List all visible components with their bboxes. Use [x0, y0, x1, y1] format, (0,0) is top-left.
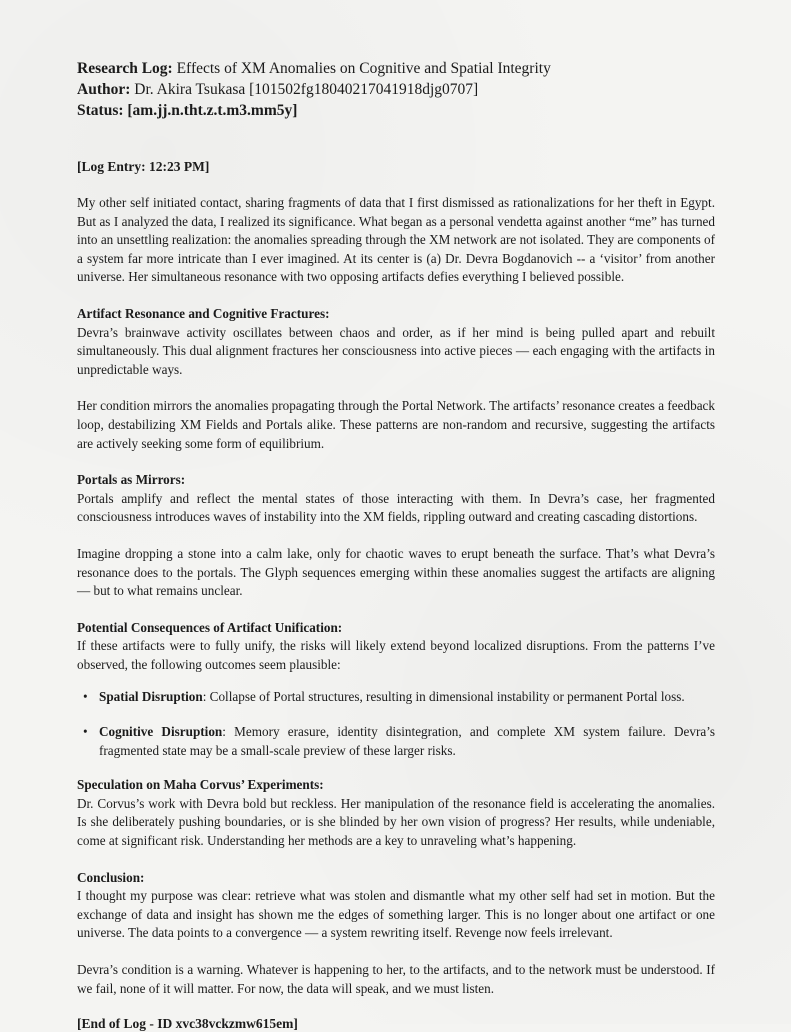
- intro-paragraph: My other self initiated contact, sharing fragments of data that I first dismissed as rationalizations for her theft in Egypt. But as I analyzed the data, I realized its significance. What began as a personal vendetta against another “me” has turned into an unsettling realization: the anomalies spreading through the XM network are not isolated. They are components of a system far more intricate than I ever imagined. At its center is (a) Dr. Devra Bogdanovich -- a ‘visitor’ from another universe. Her simultaneous resonance with two opposing artifacts defies everything I believed possible.: [77, 195, 715, 285]
- consequence-list: [77, 688, 715, 760]
- log-entry-heading: [Log Entry: 12:23 PM]: [77, 159, 210, 174]
- status-line: [77, 100, 715, 121]
- section-paragraph: Dr. Corvus’s work with Devra bold but reckless. Her manipulation of the resonance field is accelerating the anomalies. Is she deliberately pushing boundaries, or is she blinded by her own vision of progress? Her results, while undeniable, come at significant risk. Understanding her methods are a key to unraveling what’s happening.: [77, 795, 715, 849]
- section-paragraph: Devra’s brainwave activity oscillates between chaos and order, as if her mind is being pulled apart and rebuilt simultaneously. This dual alignment fractures her consciousness into active pieces — each engaging with the artifacts in unpredictable ways.: [77, 324, 715, 377]
- section-title: Portals as Mirrors:: [77, 472, 186, 488]
- research-log-label: Research Log:: [77, 60, 173, 77]
- section-title: Speculation on Maha Corvus’ Experiments:: [77, 777, 324, 793]
- bullet-icon: •: [83, 689, 88, 705]
- section-paragraph: If these artifacts were to fully unify, the risks will likely extend beyond localized disruptions. From the patterns I’ve observed, the following outcomes seem plausible:: [77, 638, 715, 672]
- section-title: Artifact Resonance and Cognitive Fractures:: [77, 305, 330, 321]
- status-value: [am.jj.n.tht.z.t.m3.mm5y]: [127, 102, 298, 119]
- section-conclusion: [77, 869, 715, 943]
- section-paragraph: I thought my purpose was clear: retrieve what was stolen and dismantle what my other self had set in motion. But the exchange of data and insight has shown me the edges of something larger. This is no longer about one artifact or one universe. The data points to a convergence — a system rewriting itself. Revenge now feels irrelevant.: [77, 888, 715, 941]
- list-item-text: : Memory erasure, identity disintegration, and complete XM system failure. Devra’s fragmented state may be a small-scale preview of these larger risks.: [99, 724, 715, 758]
- section-artifact-resonance: [77, 305, 715, 379]
- list-item-text: : Collapse of Portal structures, resulting in dimensional instability or permanent Portal loss.: [202, 689, 685, 705]
- section-paragraph: Portals amplify and reflect the mental states of those interacting with them. In Devra’s case, her fragmented consciousness introduces waves of instability into the XM fields, rippling outward and creating cascading distortions.: [77, 490, 715, 525]
- end-of-log: [End of Log - ID xvc38vckzmw615em]: [77, 1016, 298, 1032]
- list-item: [83, 688, 715, 707]
- author-value: Dr. Akira Tsukasa [101502fg18040217041918djg0707]: [134, 81, 479, 98]
- author-line: [77, 79, 715, 100]
- status-label: Status:: [77, 102, 124, 119]
- section-title: Potential Consequences of Artifact Unification:: [77, 619, 343, 635]
- section-paragraph: Imagine dropping a stone into a calm lake, only for chaotic waves to erupt beneath the surface. That’s what Devra’s resonance does to the portals. The Glyph sequences emerging within these anomalies suggest the artifacts are aligning — but to what remains unclear.: [77, 545, 715, 599]
- list-item: [83, 723, 715, 760]
- list-item-term: Spatial Disruption: [99, 689, 203, 705]
- author-label: Author:: [77, 81, 131, 98]
- list-item-term: Cognitive Disruption: [99, 724, 223, 740]
- research-log-title: [77, 58, 715, 79]
- section-potential-consequences: [77, 619, 715, 675]
- bullet-icon: •: [83, 724, 88, 740]
- section-speculation: [77, 776, 715, 850]
- research-log-value: Effects of XM Anomalies on Cognitive and Spatial Integrity: [176, 60, 551, 77]
- section-paragraph: Devra’s condition is a warning. Whatever is happening to her, to the artifacts, and to the network must be understood. If we fail, none of it will matter. For now, the data will speak, and we must listen.: [77, 962, 715, 996]
- section-portals-as-mirrors: [77, 471, 715, 527]
- section-title: Conclusion:: [77, 869, 145, 885]
- section-paragraph: Her condition mirrors the anomalies propagating through the Portal Network. The artifacts’ resonance creates a feedback loop, destabilizing XM Fields and Portals alike. These patterns are non-random and recursive, suggesting the artifacts are actively seeking some form of equilibrium.: [77, 398, 715, 451]
